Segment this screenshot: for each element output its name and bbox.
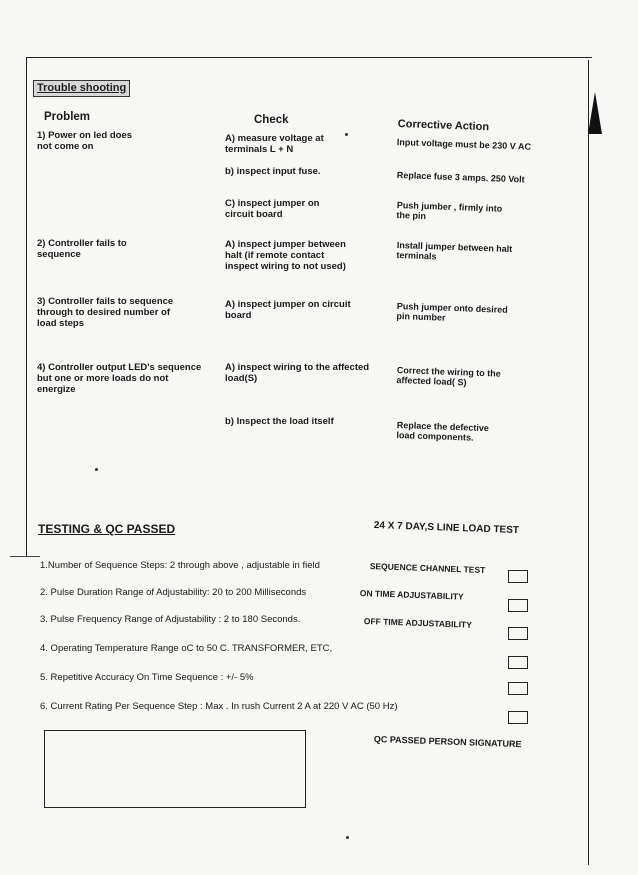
spec-2-side: ON TIME ADJUSTABILITY [359, 588, 464, 602]
check-4b: b) Inspect the load itself [225, 416, 334, 427]
margin-line [10, 556, 40, 557]
checkbox-off-time[interactable] [508, 627, 528, 640]
problem-2: 2) Controller fails to sequence [37, 238, 127, 260]
spec-1-side: SEQUENCE CHANNEL TEST [369, 561, 486, 576]
spec-3-side: OFF TIME ADJUSTABILITY [363, 616, 473, 630]
page-border-top [26, 57, 592, 58]
spec-5: 5. Repetitive Accuracy On Time Sequence : +/- 5% [40, 672, 254, 683]
section-label: Trouble shooting [33, 80, 130, 97]
header-check: Check [254, 114, 289, 126]
checkbox-on-time[interactable] [508, 599, 528, 612]
action-2a: Install jumper between halt terminals [396, 240, 513, 262]
checkbox-transformer[interactable] [508, 656, 528, 669]
spec-6: 6. Current Rating Per Sequence Step : Max . In rush Current 2 A at 220 V AC (50 Hz) [40, 701, 398, 712]
header-corrective-action: Corrective Action [397, 118, 490, 134]
spec-3: 3. Pulse Frequency Range of Adjustability : 2 to 180 Seconds. [40, 614, 301, 625]
speck [346, 836, 349, 839]
action-4a: Correct the wiring to the affected load( S) [396, 365, 501, 388]
action-3a: Push jumper onto desired pin number [396, 301, 508, 323]
check-1a: A) measure voltage at terminals L + N [225, 133, 324, 155]
action-1a: Input voltage must be 230 V AC [396, 137, 532, 152]
check-1c: C) inspect jumper on circuit board [225, 198, 320, 220]
speck [345, 133, 348, 136]
action-1b: Replace fuse 3 amps. 250 Volt [396, 170, 525, 185]
signature-label: QC PASSED PERSON SIGNATURE [373, 734, 522, 750]
line-load-test-title: 24 X 7 DAY,S LINE LOAD TEST [373, 520, 520, 537]
page-border-right [588, 60, 589, 865]
signature-box[interactable] [44, 730, 306, 808]
check-3a: A) inspect jumper on circuit board [225, 299, 351, 321]
action-1c: Push jumber , firmly into the pin [396, 200, 503, 222]
check-4a: A) inspect wiring to the affected load(S) [225, 362, 370, 384]
action-4b: Replace the defective load components. [396, 420, 489, 443]
checkbox-sequence-channel[interactable] [508, 570, 528, 583]
checkbox-accuracy[interactable] [508, 682, 528, 695]
check-2a: A) inspect jumper between halt (if remote contact inspect wiring to not used) [225, 239, 346, 272]
spec-2: 2. Pulse Duration Range of Adjustability: 20 to 200 Milliseconds [40, 587, 307, 598]
header-problem: Problem [44, 111, 91, 123]
speck [95, 468, 98, 471]
spec-1: 1.Number of Sequence Steps: 2 through above , adjustable in field [40, 560, 320, 571]
testing-title: TESTING & QC PASSED [38, 522, 176, 536]
spec-4: 4. Operating Temperature Range oC to 50 C. TRANSFORMER, ETC, [40, 643, 333, 654]
problem-1: 1) Power on led does not come on [37, 130, 133, 152]
border-arrow-mark [588, 92, 602, 134]
checkbox-current-rating[interactable] [508, 711, 528, 724]
problem-4: 4) Controller output LED's sequence but one or more loads do not energize [37, 362, 202, 395]
check-1b: b) inspect input fuse. [225, 166, 321, 177]
problem-3: 3) Controller fails to sequence through to desired number of load steps [37, 296, 174, 329]
page-border-left [26, 57, 27, 557]
